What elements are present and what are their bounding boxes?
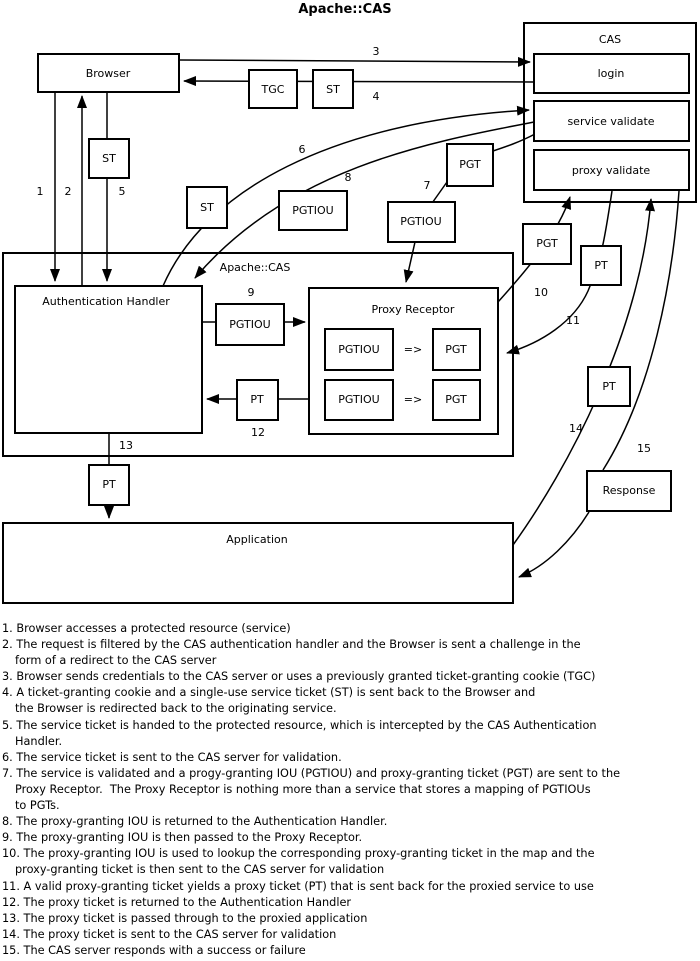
step-11: 11. A valid proxy-granting ticket yields a proxy ticket (PT) that is sent back for the proxied service to use — [2, 879, 594, 893]
step-1: 1. Browser accesses a protected resource (service) — [2, 622, 291, 635]
step-7: 7. The service is validated and a progy-granting IOU (PGTIOU) and proxy-granting ticket (PGT) are sent to the — [2, 766, 621, 780]
step-7-cont: to PGTs. — [15, 799, 60, 813]
edge-number-5: 5 — [118, 185, 126, 198]
box-label-apache-cas-container: Apache::CAS — [219, 261, 291, 274]
step-8: 8. The proxy-granting IOU is returned to the Authentication Handler. — [2, 815, 388, 829]
step-5: 5. The service ticket is handed to the protected resource, which is intercepted by the CAS Authentication — [2, 718, 597, 732]
box-label-tgc-ticket: TGC — [261, 83, 285, 96]
edge-number-14: 14 — [569, 422, 583, 435]
step-12: 12. The proxy ticket is returned to the Authentication Handler — [2, 895, 352, 909]
page-title: Apache::CAS — [298, 2, 392, 17]
box-label-st-ticket-step6: ST — [200, 201, 214, 214]
box-label-map-pgt-row1: PGT — [445, 343, 467, 356]
step-2-cont: form of a redirect to the CAS server — [15, 654, 217, 668]
step-13: 13. The proxy ticket is passed through to the proxied application — [2, 911, 368, 925]
box-label-map-pgtiou-row1: PGTIOU — [338, 343, 380, 356]
step-7-cont: Proxy Receptor. The Proxy Receptor is nothing more than a service that stores a mapping of PGTIOUs — [15, 782, 591, 796]
box-label-pt-step14: PT — [602, 380, 616, 393]
step-10: 10. The proxy-granting IOU is used to lookup the corresponding proxy-granting ticket in the map and the — [2, 847, 595, 861]
edge-number-1: 1 — [36, 185, 44, 198]
box-authentication-handler — [15, 286, 202, 433]
edge-step4-login-to-browser — [184, 81, 534, 82]
box-label-pt-step12: PT — [250, 393, 264, 406]
box-label-map-pgt-row2: PGT — [445, 393, 467, 406]
edge-number-6: 6 — [298, 143, 306, 156]
step-14: 14. The proxy ticket is sent to the CAS server for validation — [2, 927, 337, 941]
legend-steps — [2, 621, 698, 959]
box-label-response: Response — [602, 484, 656, 497]
box-label-pgtiou-step7: PGTIOU — [400, 215, 442, 228]
edge-step15-proxy-validate-to-response — [603, 191, 679, 470]
edge-number-3: 3 — [372, 45, 380, 58]
edge-number-7: 7 — [423, 179, 431, 192]
box-label-pgt-step10: PGT — [536, 237, 558, 250]
step-10-cont: proxy-granting ticket is then sent to the CAS server for validation — [15, 863, 385, 877]
step-5-cont: Handler. — [15, 734, 63, 748]
box-label-st-ticket-step5: ST — [102, 152, 116, 165]
box-label-cas-server-container: CAS — [598, 33, 622, 46]
box-label-login: login — [597, 67, 625, 80]
edge-number-4: 4 — [372, 90, 380, 103]
edge-number-10: 10 — [534, 286, 548, 299]
box-label-pgtiou-step8: PGTIOU — [292, 204, 334, 217]
step-4: 4. A ticket-granting cookie and a single-use service ticket (ST) is sent back to the Browser and — [2, 686, 536, 700]
edge-number-13: 13 — [119, 439, 133, 452]
box-label-map-pgtiou-row2: PGTIOU — [338, 393, 380, 406]
box-label-pt-step13: PT — [102, 478, 116, 491]
step-2: 2. The request is filtered by the CAS authentication handler and the Browser is sent a challenge in the — [2, 638, 581, 652]
box-label-pt-step11: PT — [594, 259, 608, 272]
box-label-application: Application — [226, 533, 288, 546]
box-label-proxy-receptor: Proxy Receptor — [371, 303, 455, 316]
box-label-service-validate: service validate — [567, 115, 655, 128]
edge-number-2: 2 — [64, 185, 72, 198]
edge-number-11: 11 — [566, 314, 580, 327]
edge-number-=>: => — [403, 393, 423, 406]
box-label-browser: Browser — [85, 67, 131, 80]
step-9: 9. The proxy-granting IOU is then passed to the Proxy Receptor. — [2, 831, 363, 845]
edge-number-=>: => — [403, 343, 423, 356]
edge-number-8: 8 — [344, 171, 352, 184]
step-3: 3. Browser sends credentials to the CAS server or uses a previously granted ticket-granting cookie (TGC) — [2, 670, 596, 684]
box-label-proxy-validate: proxy validate — [571, 164, 651, 177]
edge-number-15: 15 — [637, 442, 651, 455]
box-label-pgt-step7: PGT — [459, 158, 481, 171]
box-label-st-ticket-step4: ST — [326, 83, 340, 96]
box-label-pgtiou-step9: PGTIOU — [229, 318, 271, 331]
step-4-cont: the Browser is redirected back to the originating service. — [15, 702, 337, 716]
edge-step3-browser-to-login — [180, 60, 530, 62]
edge-number-12: 12 — [251, 426, 265, 439]
box-label-authentication-handler: Authentication Handler — [42, 295, 170, 308]
step-6: 6. The service ticket is sent to the CAS server for validation. — [2, 750, 342, 764]
edge-number-9: 9 — [247, 286, 255, 299]
step-15: 15. The CAS server responds with a success or failure — [2, 943, 306, 957]
